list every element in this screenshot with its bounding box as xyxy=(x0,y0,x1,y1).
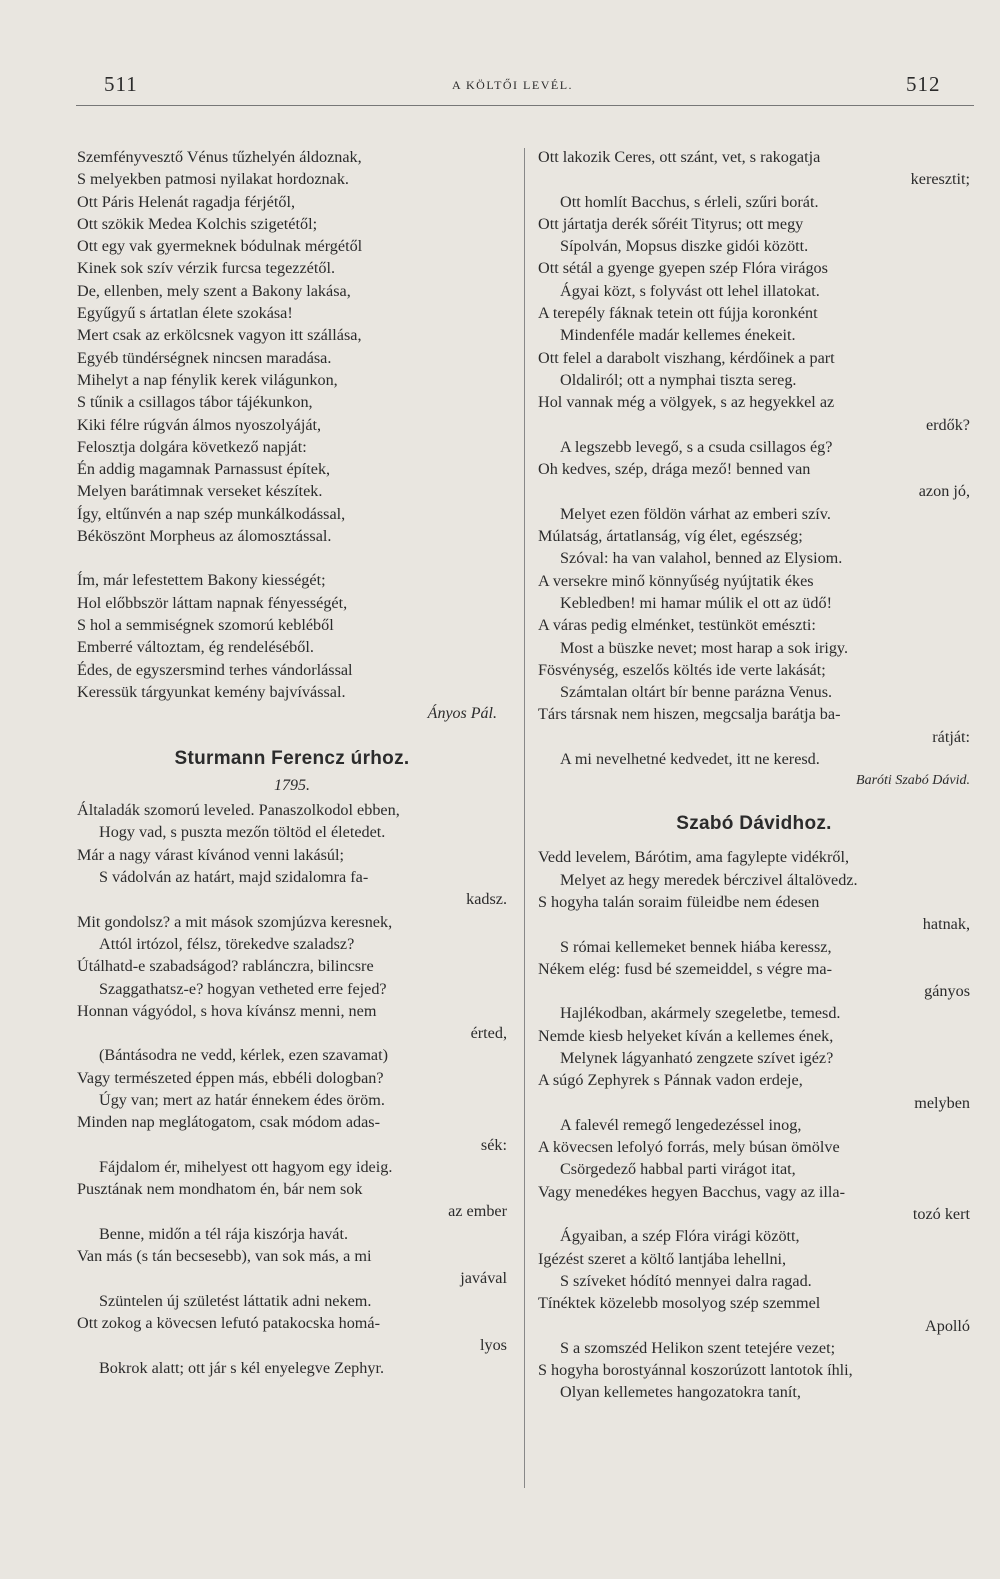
verse-line: Szüntelen új születést láttatik adni nekem. xyxy=(99,1291,372,1310)
verse-line: Mihelyt a nap fénylik kerek világunkon, xyxy=(77,370,338,389)
verse-line: Mit gondolsz? a mit mások szomjúzva keresnek, xyxy=(77,912,393,931)
verse-line: (Bántásodra ne vedd, kérlek, ezen szavamat) xyxy=(99,1046,388,1065)
verse-line: Vagy természeted éppen más, ebbéli dologban? xyxy=(77,1068,384,1087)
verse-line: A súgó Zephyrek s Pánnak vadon erdeje, xyxy=(538,1071,803,1090)
verse-line: Útálhatd-e szabadságod? rablánczra, bilincsre xyxy=(77,957,374,976)
verse-line: Fösvénység, eszelős költés ide verte lakását; xyxy=(538,660,826,679)
verse-line-continuation: lyos xyxy=(480,1336,507,1355)
verse-line: A váras pedig elménket, testünköt emészti: xyxy=(538,616,816,635)
verse-line: Melyen barátimnak verseket készítek. xyxy=(77,482,323,501)
verse-line: Hajlékodban, akármely szegeletbe, temesd. xyxy=(560,1004,841,1023)
verse-line: Csörgedező habbal parti virágot itat, xyxy=(560,1160,796,1179)
verse-line: Hogy vad, s puszta mezőn töltöd el életedet. xyxy=(99,823,386,842)
verse-line: Ott Páris Helenát ragadja férjétől, xyxy=(77,192,295,211)
verse-line: Vagy menedékes hegyen Bacchus, vagy az illa- xyxy=(538,1182,845,1201)
verse-line-continuation: az ember xyxy=(448,1202,507,1221)
left-column xyxy=(77,146,507,1379)
verse-line: S hogyha borostyánnal koszorúzott lantotok íhli, xyxy=(538,1361,853,1380)
verse-line: A legszebb levegő, s a csuda csillagos ég? xyxy=(560,437,833,456)
verse-line: Emberré változtam, ég rendeléséből. xyxy=(77,638,314,657)
verse-line-continuation: javával xyxy=(460,1269,507,1288)
right-column xyxy=(538,146,970,1404)
poem-title-szabo: Szabó Dávidhoz. xyxy=(676,813,832,835)
poem-title-sturmann: Sturmann Ferencz úrhoz. xyxy=(174,748,410,770)
verse-line-continuation: keresztit; xyxy=(910,170,970,189)
verse-line-continuation: melyben xyxy=(914,1093,970,1112)
verse-line: Ágyaiban, a szép Flóra virági között, xyxy=(560,1227,800,1246)
verse-line: Pusztának nem mondhatom én, bár nem sok xyxy=(77,1180,363,1199)
verse-line: Ott sétál a gyenge gyepen szép Flóra virágos xyxy=(538,259,828,278)
verse-line: Melynek lágyanható zengzete szívet igéz? xyxy=(560,1048,834,1067)
verse-line: Ím, már lefestettem Bakony kiességét; xyxy=(77,571,326,590)
verse-line-continuation: azon jó, xyxy=(918,482,970,501)
verse-line: Édes, de egyszersmind terhes vándorlással xyxy=(77,660,353,679)
verse-line: Mindenféle madár kellemes énekeit. xyxy=(560,326,796,345)
verse-line: Attól irtózol, félsz, törekedve szaladsz? xyxy=(99,934,355,953)
verse-line-continuation: Apolló xyxy=(925,1316,970,1335)
verse-line: S hogyha talán soraim füleidbe nem édesen xyxy=(538,892,820,911)
signature-baroti: Baróti Szabó Dávid. xyxy=(856,773,970,789)
verse-line: Benne, midőn a tél rája kiszórja havát. xyxy=(99,1224,349,1243)
verse-line: S vádolván az határt, majd szidalomra fa- xyxy=(99,868,369,887)
page-number-left: 511 xyxy=(104,72,138,96)
verse-line: Számtalan oltárt bír benne parázna Venus. xyxy=(560,683,833,702)
verse-line: Ott zokog a kövecsen lefutó patakocska homá- xyxy=(77,1313,380,1332)
verse-line: Egyéb tündérségnek nincsen maradása. xyxy=(77,348,332,367)
verse-line: S tűnik a csillagos tábor tájékunkon, xyxy=(77,393,313,412)
verse-line-continuation: kadsz. xyxy=(466,890,507,909)
verse-line: Ott jártatja derék sőréit Tityrus; ott megy xyxy=(538,214,804,233)
verse-line: Béköszönt Morpheus az álomosztással. xyxy=(77,527,332,546)
verse-line: Nékem elég: fusd bé szemeiddel, s végre ma- xyxy=(538,959,832,978)
verse-line: S szíveket hódító mennyei dalra ragad. xyxy=(560,1271,812,1290)
verse-line: Mert csak az erkölcsnek vagyon itt szállása, xyxy=(77,326,362,345)
verse-line: Egyűgyű s ártatlan élete szokása! xyxy=(77,304,293,323)
column-divider xyxy=(524,148,525,1488)
verse-line: Melyet ezen földön várhat az emberi szív. xyxy=(560,504,831,523)
verse-line-continuation: érted, xyxy=(470,1024,507,1043)
verse-line: S melyekben patmosi nyilakat hordoznak. xyxy=(77,170,349,189)
poem-baroti xyxy=(538,146,970,770)
verse-line: Szaggathatsz-e? hogyan vetheted erre fejed? xyxy=(99,979,387,998)
verse-line: Kiki félre rúgván álmos nyoszolyáját, xyxy=(77,415,322,434)
page-header xyxy=(0,72,1000,102)
verse-line: Kebledben! mi hamar múlik el ott az üdő! xyxy=(560,593,832,612)
verse-line: Múlatság, ártatlanság, víg élet, egészség; xyxy=(538,527,803,546)
verse-line: Igézést szeret a költő lantjába lehellni, xyxy=(538,1249,787,1268)
verse-line: Ott szökik Medea Kolchis szigetétől; xyxy=(77,214,318,233)
verse-line: Oldaliról; ott a nymphai tiszta sereg. xyxy=(560,370,797,389)
poem-anyos-stanza-2 xyxy=(77,569,507,703)
verse-line: Most a büszke nevet; most harap a sok irigy. xyxy=(560,638,849,657)
running-title: A KÖLTŐI LEVÉL. xyxy=(452,78,574,92)
verse-line: Fájdalom ér, mihelyest ott hagyom egy ideig. xyxy=(99,1157,393,1176)
poem-anyos-stanza-1 xyxy=(77,146,507,547)
poem-sturmann xyxy=(77,799,507,1379)
verse-line: Bokrok alatt; ott jár s kél enyelegve Zephyr. xyxy=(99,1358,384,1377)
verse-line: Általadák szomorú leveled. Panaszolkodol ebben, xyxy=(77,801,400,820)
verse-line: Keressük tárgyunkat kemény bajvívással. xyxy=(77,682,346,701)
verse-line: Van más (s tán becsesebb), van sok más, a mi xyxy=(77,1247,372,1266)
verse-line: S a szomszéd Helikon szent tetejére vezet; xyxy=(560,1338,836,1357)
verse-line: Kinek sok szív vérzik furcsa tegezzétől. xyxy=(77,259,335,278)
page-number-right: 512 xyxy=(906,72,941,96)
verse-line: Ágyai közt, s folyvást ott lehel illatokat. xyxy=(560,281,820,300)
verse-line-continuation: sék: xyxy=(480,1135,507,1154)
verse-line: Ott felel a darabolt viszhang, kérdőinek a part xyxy=(538,348,835,367)
verse-line: A mi nevelhetné kedvedet, itt ne keresd. xyxy=(560,750,820,769)
verse-line: Hol előbbször láttam napnak fényességét, xyxy=(77,593,348,612)
verse-line: Így, eltűnvén a nap szép munkálkodással, xyxy=(77,504,346,523)
verse-line: Honnan vágyódol, s hova kívánsz menni, nem xyxy=(77,1001,377,1020)
verse-line: Olyan kellemetes hangozatokra tanít, xyxy=(560,1383,801,1402)
verse-line-continuation: rátját: xyxy=(932,727,970,746)
header-rule xyxy=(76,105,974,106)
verse-line: Már a nagy várast kívánod venni lakásúl; xyxy=(77,845,345,864)
verse-line: Oh kedves, szép, drága mező! benned van xyxy=(538,460,811,479)
verse-line: S római kellemeket bennek hiába keressz, xyxy=(560,937,832,956)
verse-line: Nemde kiesb helyeket kíván a kellemes ének, xyxy=(538,1026,834,1045)
verse-line-continuation: tozó kert xyxy=(912,1205,970,1224)
verse-line: Szemfényvesztő Vénus tűzhelyén áldoznak, xyxy=(77,148,362,166)
verse-line: A versekre minő könnyűség nyújtatik ékes xyxy=(538,571,814,590)
verse-line: Felosztja dolgára következő napját: xyxy=(77,437,307,456)
verse-line: De, ellenben, mely szent a Bakony lakása, xyxy=(77,281,351,300)
verse-line: Melyet az hegy meredek bérczivel általövedz. xyxy=(560,870,858,889)
verse-line: Minden nap meglátogatom, csak módom adas- xyxy=(77,1113,380,1132)
verse-line-continuation: hatnak, xyxy=(922,915,970,934)
verse-line: Vedd levelem, Bárótim, ama fagylepte vidékről, xyxy=(538,848,850,867)
verse-line: A kövecsen lefolyó forrás, mely búsan ömölve xyxy=(538,1138,840,1157)
verse-line: Ott lakozik Ceres, ott szánt, vet, s rakogatja xyxy=(538,148,821,166)
verse-line: Társ társnak nem hiszen, megcsalja barátja ba- xyxy=(538,705,841,724)
verse-line-continuation: erdők? xyxy=(925,415,970,434)
verse-line: Én addig magamnak Parnassust építek, xyxy=(77,460,331,479)
verse-line: A terepély fáknak tetein ott fújja koronként xyxy=(538,304,818,323)
verse-line: S hol a semmiségnek szomorú kebléből xyxy=(77,615,334,634)
verse-line: A falevél remegő lengedezéssel inog, xyxy=(560,1115,802,1134)
poem-year: 1795. xyxy=(274,777,310,795)
verse-line: Tínéktek közelebb mosolyog szép szemmel xyxy=(538,1294,821,1313)
verse-line: Hol vannak még a völgyek, s az hegyekkel az xyxy=(538,393,835,412)
signature-anyos: Ányos Pál. xyxy=(427,705,497,723)
verse-line: Szóval: ha van valahol, benned az Elysiom. xyxy=(560,549,843,568)
verse-line: Ott homlít Bacchus, s érleli, szűri borát. xyxy=(560,192,819,211)
verse-line: Ott egy vak gyermeknek bódulnak mérgétől xyxy=(77,237,363,256)
poem-szabo xyxy=(538,846,970,1403)
verse-line: Úgy van; mert az határ énnekem édes öröm. xyxy=(99,1090,385,1109)
verse-line-continuation: Sípolván, Mopsus diszke gidói között. xyxy=(560,237,809,256)
verse-line-continuation: gányos xyxy=(924,982,970,1001)
